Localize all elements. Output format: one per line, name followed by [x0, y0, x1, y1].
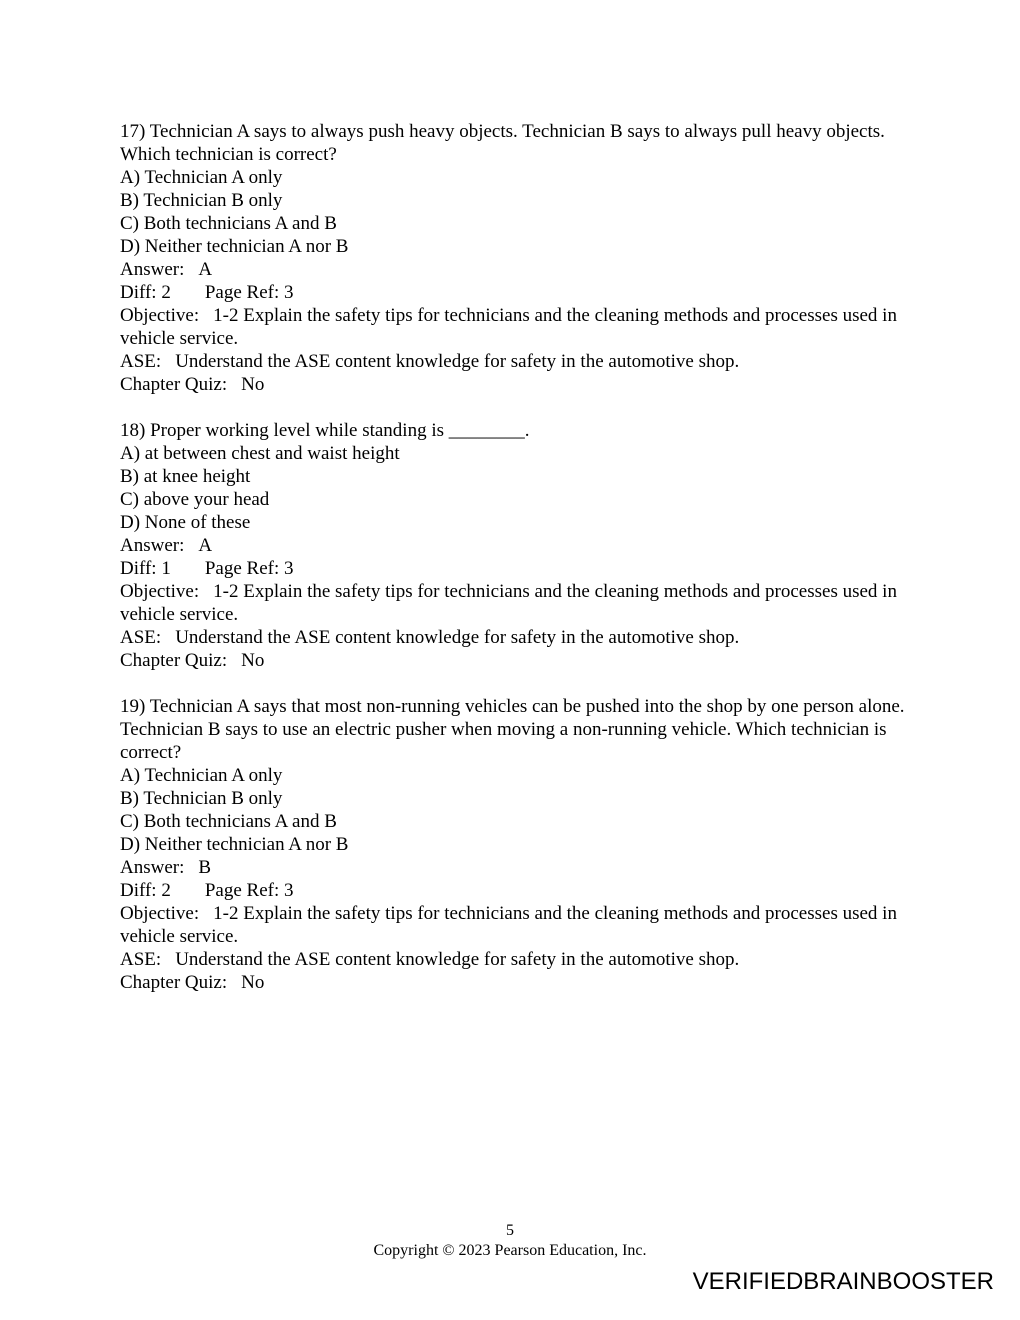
chapter-quiz-line: [120, 971, 910, 994]
answer-label: Answer:: [120, 535, 185, 556]
ase-label: ASE:: [120, 949, 162, 970]
option-a: A) Technician A only: [120, 765, 283, 786]
question-stem: 17) Technician A says to always push heavy objects. Technician B says to always pull heavy objects. Which technician is correct?: [120, 121, 885, 165]
copyright-notice: Copyright © 2023 Pearson Education, Inc.: [373, 1242, 647, 1259]
difficulty-line: [120, 879, 910, 902]
page-ref: Page Ref: 3: [204, 880, 294, 901]
chapter-quiz-line: [120, 649, 910, 672]
answer-line: [120, 258, 910, 281]
chapter-quiz-value: No: [241, 374, 265, 395]
objective-text: 1-2 Explain the safety tips for technicians and the cleaning methods and processes used in vehicle service.: [120, 581, 897, 625]
objective-label: Objective:: [120, 305, 200, 326]
objective-label: Objective:: [120, 581, 200, 602]
objective-line: [120, 902, 910, 948]
objective-label: Objective:: [120, 903, 200, 924]
answer-label: Answer:: [120, 259, 185, 280]
answer-value: A: [198, 259, 213, 280]
objective-text: 1-2 Explain the safety tips for technicians and the cleaning methods and processes used in vehicle service.: [120, 305, 897, 349]
option-d: D) Neither technician A nor B: [120, 834, 349, 855]
answer-value: A: [198, 535, 213, 556]
objective-text: 1-2 Explain the safety tips for technicians and the cleaning methods and processes used in vehicle service.: [120, 903, 897, 947]
question-19: [120, 695, 910, 994]
ase-line: [120, 948, 910, 971]
answer-value: B: [198, 857, 212, 878]
question-stem: 18) Proper working level while standing is ________.: [120, 420, 530, 441]
ase-line: [120, 350, 910, 373]
answer-label: Answer:: [120, 857, 185, 878]
ase-label: ASE:: [120, 351, 162, 372]
option-a: A) Technician A only: [120, 167, 283, 188]
ase-label: ASE:: [120, 627, 162, 648]
option-d: D) None of these: [120, 512, 251, 533]
option-c: C) Both technicians A and B: [120, 213, 337, 234]
page-ref: Page Ref: 3: [204, 282, 294, 303]
difficulty: Diff: 1: [120, 558, 171, 579]
ase-text: Understand the ASE content knowledge for safety in the automotive shop.: [175, 351, 740, 372]
option-b: B) Technician B only: [120, 190, 283, 211]
page-ref: Page Ref: 3: [204, 558, 294, 579]
answer-line: [120, 534, 910, 557]
chapter-quiz-label: Chapter Quiz:: [120, 650, 228, 671]
option-d: D) Neither technician A nor B: [120, 236, 349, 257]
ase-line: [120, 626, 910, 649]
objective-line: [120, 580, 910, 626]
difficulty: Diff: 2: [120, 880, 171, 901]
chapter-quiz-value: No: [241, 650, 265, 671]
chapter-quiz-label: Chapter Quiz:: [120, 972, 228, 993]
option-a: A) at between chest and waist height: [120, 443, 400, 464]
question-17: [120, 120, 910, 396]
difficulty-line: [120, 281, 910, 304]
question-18: [120, 419, 910, 672]
option-c: C) above your head: [120, 489, 270, 510]
option-b: B) Technician B only: [120, 788, 283, 809]
objective-line: [120, 304, 910, 350]
option-c: C) Both technicians A and B: [120, 811, 337, 832]
question-stem: 19) Technician A says that most non-running vehicles can be pushed into the shop by one person alone. Technician B says to use an electric pusher when moving a non-running vehicle. Which technician is correct?: [120, 696, 905, 763]
chapter-quiz-line: [120, 373, 910, 396]
ase-text: Understand the ASE content knowledge for safety in the automotive shop.: [175, 949, 740, 970]
option-b: B) at knee height: [120, 466, 251, 487]
difficulty: Diff: 2: [120, 282, 171, 303]
chapter-quiz-label: Chapter Quiz:: [120, 374, 228, 395]
difficulty-line: [120, 557, 910, 580]
page-number: 5: [506, 1222, 514, 1239]
ase-text: Understand the ASE content knowledge for safety in the automotive shop.: [175, 627, 740, 648]
question-list: [120, 120, 910, 1017]
watermark: VERIFIEDBRAINBOOSTER: [692, 1268, 994, 1295]
answer-line: [120, 856, 910, 879]
chapter-quiz-value: No: [241, 972, 265, 993]
